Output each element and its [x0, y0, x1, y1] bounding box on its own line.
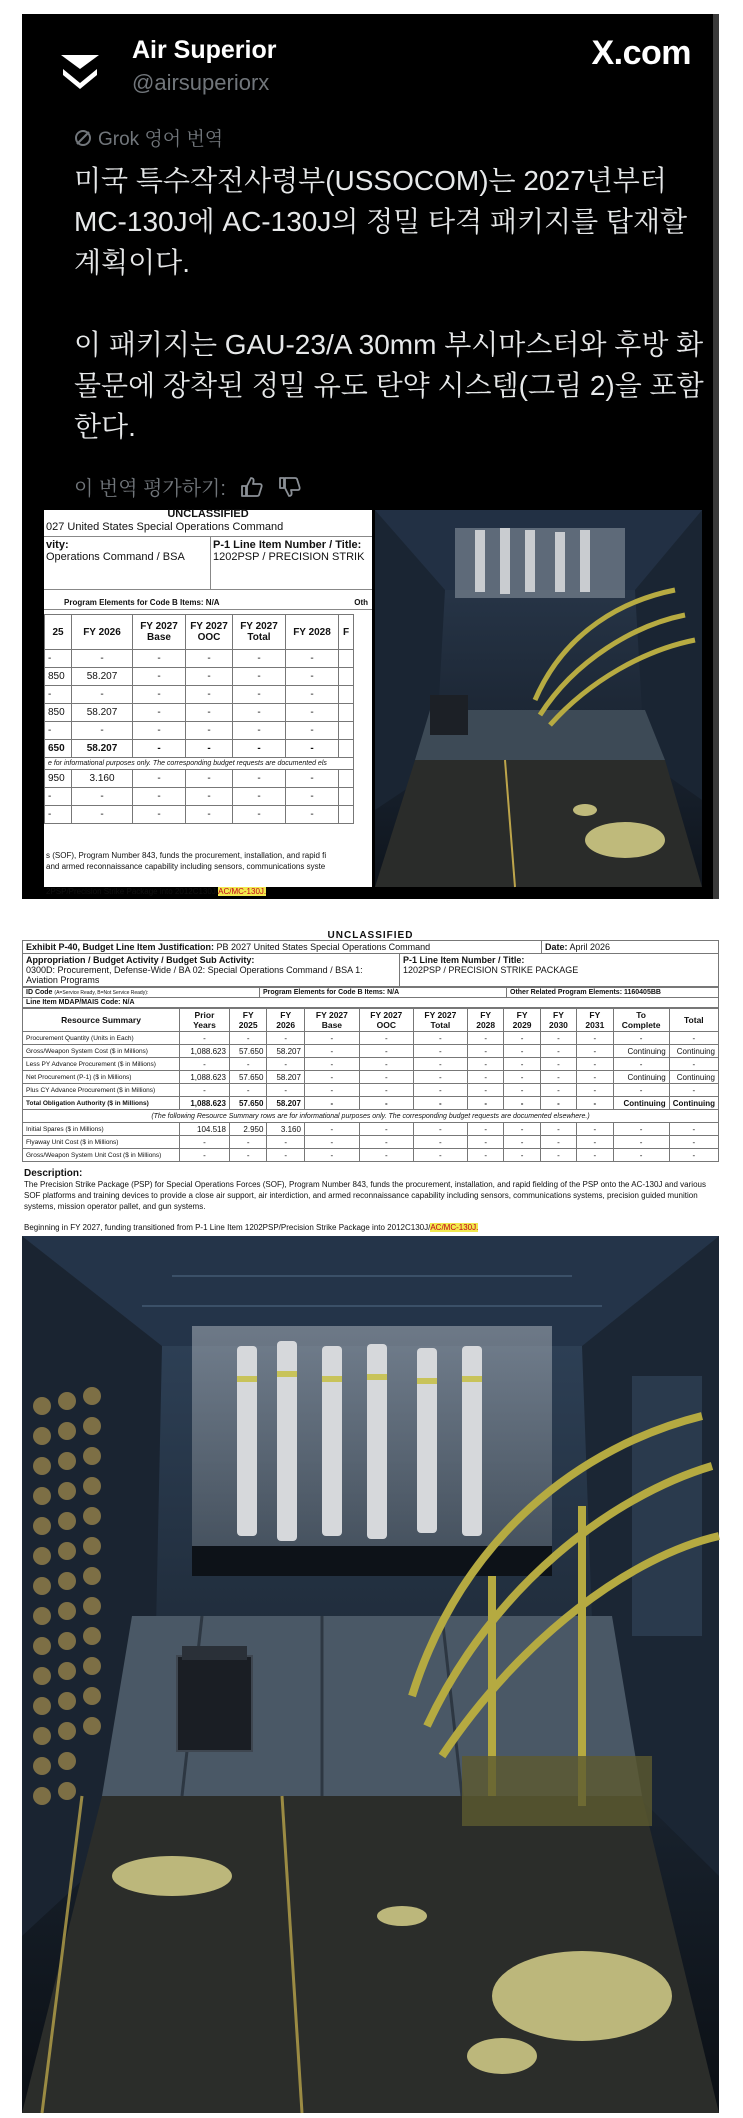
rs-cell: - [467, 1123, 503, 1136]
preview-cell [339, 806, 354, 824]
tweet-paragraph: 미국 특수작전사령부(USSOCOM)는 2027년부터 MC-130J에 AC-130J의 정밀 타격 패키지를 탑재할 계획이다. [74, 165, 688, 278]
preview-cell: - [233, 704, 286, 722]
preview-desc-line: s (SOF), Program Number 843, funds the procurement, installation, and rapid fi [46, 851, 327, 860]
rs-cell: - [304, 1149, 359, 1162]
preview-cell: - [45, 650, 72, 668]
exhibit-value: PB 2027 United States Special Operations Command [216, 942, 431, 952]
preview-org-line: 027 United States Special Operations Command [44, 518, 372, 537]
preview-cell: - [286, 722, 339, 740]
preview-cell [339, 788, 354, 806]
rs-cell: - [304, 1032, 359, 1045]
rs-cell: - [504, 1032, 540, 1045]
rs-cell: - [577, 1149, 613, 1162]
rs-cell: - [540, 1123, 576, 1136]
rs-cell: - [267, 1058, 305, 1071]
rs-cell: - [577, 1084, 613, 1097]
rs-cell: - [577, 1136, 613, 1149]
rs-cell: - [267, 1084, 305, 1097]
preview-col: FY 2027 OOC [186, 615, 233, 650]
media-document-preview[interactable] [44, 508, 372, 896]
media-cargo-photo-thumbnail[interactable] [375, 510, 702, 887]
rs-cell: - [359, 1058, 413, 1071]
preview-cell: - [233, 668, 286, 686]
preview-activity-value: Operations Command / BSA [46, 551, 185, 563]
preview-cell: - [133, 806, 186, 824]
cargo-bay-photo-image [22, 1236, 719, 2113]
rs-row-label: Less PY Advance Procurement ($ in Millions) [23, 1058, 180, 1071]
scroll-edge [713, 14, 719, 899]
rs-cell: - [359, 1149, 413, 1162]
rs-column-header: Prior Years [180, 1009, 230, 1032]
rs-column-header: FY 2031 [577, 1009, 613, 1032]
rs-row [23, 1071, 719, 1084]
preview-cell: - [286, 704, 339, 722]
rs-cell: - [504, 1136, 540, 1149]
rs-cell: - [577, 1032, 613, 1045]
rs-cell: - [359, 1071, 413, 1084]
rs-cell: - [467, 1071, 503, 1084]
doc-header-table [22, 940, 719, 987]
rate-label: 이 번역 평가하기: [74, 478, 226, 500]
exhibit-label: Exhibit P-40, Budget Line Item Justification: [26, 942, 215, 952]
rs-cell: - [229, 1149, 267, 1162]
rs-cell: Continuing [613, 1045, 669, 1058]
rs-cell: - [467, 1136, 503, 1149]
rs-cell: - [613, 1032, 669, 1045]
rs-cell: - [577, 1097, 613, 1110]
preview-cell: - [186, 686, 233, 704]
rs-cell: - [540, 1136, 576, 1149]
rs-cell: - [229, 1084, 267, 1097]
rs-column-header: Total [669, 1009, 718, 1032]
rs-cell: - [304, 1045, 359, 1058]
rs-cell: - [540, 1045, 576, 1058]
rs-note: (The following Resource Summary rows are for informational purposes only. The corresponding budget requests are documented elsewhere.) [23, 1110, 719, 1123]
rs-cell: - [359, 1136, 413, 1149]
rs-column-header: Resource Summary [23, 1009, 180, 1032]
cargo-bay-photo-small [375, 510, 702, 887]
preview-cell: - [233, 770, 286, 788]
rs-cell: - [267, 1032, 305, 1045]
rs-cell: - [540, 1071, 576, 1084]
rs-cell: - [304, 1123, 359, 1136]
preview-cell: - [45, 722, 72, 740]
rs-cell: 58.207 [267, 1071, 305, 1084]
preview-cell: - [233, 740, 286, 758]
rs-cell: - [540, 1058, 576, 1071]
rs-cell: - [304, 1071, 359, 1084]
rs-cell: - [413, 1123, 467, 1136]
preview-cell: - [45, 806, 72, 824]
preview-row [45, 770, 354, 788]
appropriation-label: Appropriation / Budget Activity / Budget Sub Activity: [26, 955, 255, 965]
grok-icon [74, 129, 92, 147]
rs-cell: 58.207 [267, 1097, 305, 1110]
rs-cell: - [229, 1032, 267, 1045]
preview-cell: - [133, 788, 186, 806]
rs-cell: - [413, 1084, 467, 1097]
rs-cell: Continuing [669, 1045, 718, 1058]
rs-row [23, 1032, 719, 1045]
preview-desc-line: 2PSP/Precision Strike Package into 2012C130J/AC/MC-130J. [46, 887, 267, 896]
preview-col: FY 2026 [72, 615, 133, 650]
preview-cell: - [233, 650, 286, 668]
rs-cell: - [540, 1032, 576, 1045]
rs-row-label: Procurement Quantity (Units in Each) [23, 1032, 180, 1045]
preview-row [45, 704, 354, 722]
rs-row-label: Total Obligation Authority ($ in Millions) [23, 1097, 180, 1110]
rs-cell: - [504, 1045, 540, 1058]
rs-cell: Continuing [669, 1071, 718, 1084]
rs-cell: 1,088.623 [180, 1071, 230, 1084]
preview-cell [339, 668, 354, 686]
grok-label-text: Grok 영어 번역 [98, 129, 224, 150]
rs-cell: - [180, 1058, 230, 1071]
media-preview[interactable] [44, 508, 702, 896]
rs-cell: - [669, 1032, 718, 1045]
rs-row [23, 1123, 719, 1136]
logo-icon [57, 47, 103, 93]
rs-cell: - [180, 1136, 230, 1149]
preview-col: FY 2028 [286, 615, 339, 650]
preview-cell [339, 686, 354, 704]
preview-cell: - [286, 788, 339, 806]
rs-cell: - [504, 1084, 540, 1097]
preview-cell: - [186, 770, 233, 788]
rs-column-header: FY 2027 OOC [359, 1009, 413, 1032]
rs-column-header: FY 2027 Total [413, 1009, 467, 1032]
rs-cell: - [359, 1032, 413, 1045]
preview-other: Oth [354, 597, 368, 607]
cargo-bay-photo[interactable] [22, 1236, 719, 2113]
rs-cell: 3.160 [267, 1123, 305, 1136]
rs-cell: - [359, 1084, 413, 1097]
rs-cell: - [669, 1149, 718, 1162]
rs-cell: - [577, 1123, 613, 1136]
rs-cell: - [504, 1123, 540, 1136]
preview-description [44, 850, 372, 897]
account-handle[interactable]: @airsuperiorx [132, 70, 270, 95]
preview-cell: 950 [45, 770, 72, 788]
preview-cell: - [186, 650, 233, 668]
preview-cell: - [233, 686, 286, 704]
rs-cell: - [304, 1136, 359, 1149]
rs-cell: Continuing [669, 1097, 718, 1110]
rs-cell: - [467, 1097, 503, 1110]
rs-row-label: Flyaway Unit Cost ($ in Millions) [23, 1136, 180, 1149]
rs-cell: - [304, 1084, 359, 1097]
rs-row [23, 1084, 719, 1097]
rs-cell: - [613, 1149, 669, 1162]
rs-cell: - [304, 1058, 359, 1071]
preview-cell [339, 722, 354, 740]
rs-cell: - [359, 1045, 413, 1058]
preview-cell: - [133, 686, 186, 704]
preview-table [44, 614, 372, 824]
description-paragraph: Beginning in FY 2027, funding transitioned from P-1 Line Item 1202PSP/Precision Strike Package into 2012C130J/AC/MC-130J. [24, 1223, 479, 1232]
program-elements: Program Elements for Code B Items: N/A [263, 989, 400, 996]
preview-row [45, 740, 354, 758]
rs-row-label: Initial Spares ($ in Millions) [23, 1123, 180, 1136]
rs-row [23, 1058, 719, 1071]
rs-cell: - [229, 1136, 267, 1149]
preview-cell: - [133, 740, 186, 758]
rs-cell: - [267, 1136, 305, 1149]
rs-row-label: Net Procurement (P-1) ($ in Millions) [23, 1071, 180, 1084]
preview-cell: - [186, 722, 233, 740]
id-code: ID Code [26, 989, 53, 996]
rs-column-header: FY 2030 [540, 1009, 576, 1032]
rs-cell: - [669, 1058, 718, 1071]
rs-cell: - [613, 1136, 669, 1149]
rs-cell: - [577, 1058, 613, 1071]
site-wordmark: X.com [591, 34, 691, 72]
description-paragraph: The Precision Strike Package (PSP) for Special Operations Forces (SOF), Program Number 843, funds the procurement, installation, and rapid fielding of the PSP onto the AC-130J and various SOF platforms and training devices to provide a close air support, air interdiction, and armed reconnaissance capability including sensors, communications systems, precision guided munition systems, mission operator pallet, and gun systems. [24, 1180, 706, 1211]
preview-cell [339, 770, 354, 788]
other-program-elements: Other Related Program Elements: 1160405BB [510, 989, 661, 996]
preview-cell: - [72, 806, 133, 824]
rs-cell: - [540, 1084, 576, 1097]
appropriation-value: 0300D: Procurement, Defense-Wide / BA 02: Special Operations Command / BSA 1: Aviation Programs [26, 965, 363, 985]
preview-col: FY 2027 Base [133, 615, 186, 650]
rs-row-label: Gross/Weapon System Unit Cost ($ in Millions) [23, 1149, 180, 1162]
preview-cell: - [72, 722, 133, 740]
preview-cell: - [286, 668, 339, 686]
rs-row [23, 1097, 719, 1110]
preview-col: 25 [45, 615, 72, 650]
rs-cell: 57.650 [229, 1071, 267, 1084]
preview-col: F [339, 615, 354, 650]
rs-cell: - [267, 1149, 305, 1162]
preview-cell: - [133, 704, 186, 722]
doc-unclassified: UNCLASSIFIED [327, 930, 414, 941]
preview-cell: - [186, 788, 233, 806]
rs-row [23, 1045, 719, 1058]
preview-row [45, 686, 354, 704]
preview-cell: 650 [45, 740, 72, 758]
rs-cell: - [577, 1071, 613, 1084]
preview-cell: - [72, 650, 133, 668]
rs-cell: - [613, 1123, 669, 1136]
rs-cell: - [359, 1123, 413, 1136]
tweet-paragraph: 이 패키지는 GAU-23/A 30mm 부시마스터와 후방 화물문에 장착된 정밀 유도 탄약 시스템(그림 2)을 포함한다. [74, 329, 704, 442]
rs-column-header: FY 2029 [504, 1009, 540, 1032]
preview-cell [339, 704, 354, 722]
rs-row [23, 1136, 719, 1149]
preview-activity-label: vity: [46, 539, 69, 551]
rs-cell: - [304, 1097, 359, 1110]
rs-cell: 104.518 [180, 1123, 230, 1136]
tweet-card [22, 14, 719, 899]
rs-cell: - [504, 1097, 540, 1110]
preview-cell: - [286, 686, 339, 704]
grok-translation-label [74, 124, 223, 151]
preview-cell: - [233, 806, 286, 824]
preview-cell: - [133, 650, 186, 668]
rs-column-header: FY 2025 [229, 1009, 267, 1032]
rs-cell: - [669, 1123, 718, 1136]
resource-summary-table [22, 1008, 719, 1162]
preview-unclassified: UNCLASSIFIED [167, 508, 249, 520]
rs-cell: 1,088.623 [180, 1097, 230, 1110]
preview-p1-value: 1202PSP / PRECISION STRIK [213, 551, 365, 563]
doc-description [22, 1162, 719, 1239]
rs-cell: 58.207 [267, 1045, 305, 1058]
rs-column-header: To Complete [613, 1009, 669, 1032]
rs-cell: 2.950 [229, 1123, 267, 1136]
rs-cell: - [229, 1058, 267, 1071]
preview-cell: - [45, 686, 72, 704]
rs-cell: - [504, 1058, 540, 1071]
preview-cell: - [233, 722, 286, 740]
preview-cell: 58.207 [72, 740, 133, 758]
preview-row [45, 788, 354, 806]
preview-cell: - [186, 704, 233, 722]
rs-cell: - [467, 1084, 503, 1097]
preview-cell: - [133, 770, 186, 788]
rs-cell: - [180, 1149, 230, 1162]
preview-cell: - [286, 806, 339, 824]
rs-cell: - [540, 1149, 576, 1162]
doc-id-row: ID Code (A=Service Ready, B=Not Service Ready): Program Elements for Code B Items: N/A Other Related Program Elements: 1160405BB Line Item MDAP/MAIS Code: N/A [22, 987, 719, 1008]
preview-cell: 850 [45, 668, 72, 686]
rs-cell: - [180, 1084, 230, 1097]
preview-cell: - [233, 788, 286, 806]
preview-cell: - [133, 722, 186, 740]
description-title: Description: [24, 1168, 83, 1179]
mdap-code: Line Item MDAP/MAIS Code: N/A [26, 999, 135, 1006]
date-value: April 2026 [569, 942, 611, 952]
preview-cell: 850 [45, 704, 72, 722]
rs-cell: Continuing [613, 1071, 669, 1084]
rs-cell: - [467, 1045, 503, 1058]
preview-cell: - [133, 668, 186, 686]
rs-cell: - [467, 1058, 503, 1071]
rs-cell: 57.650 [229, 1097, 267, 1110]
p1-label: P-1 Line Item Number / Title: [403, 955, 525, 965]
rs-cell: - [413, 1045, 467, 1058]
rs-cell: - [613, 1058, 669, 1071]
preview-cell [339, 650, 354, 668]
budget-exhibit [22, 930, 719, 1230]
preview-cell: - [286, 650, 339, 668]
preview-cell: 58.207 [72, 668, 133, 686]
rs-cell: - [413, 1071, 467, 1084]
preview-row [45, 650, 354, 668]
rs-cell: - [359, 1097, 413, 1110]
rs-cell: - [413, 1032, 467, 1045]
tweet-body [74, 160, 704, 488]
preview-cell: - [72, 686, 133, 704]
rs-cell: - [180, 1032, 230, 1045]
rs-cell: - [413, 1097, 467, 1110]
preview-cell [339, 740, 354, 758]
rs-cell: 1,088.623 [180, 1045, 230, 1058]
thumbs-down-icon[interactable] [278, 476, 302, 498]
preview-cell: - [286, 770, 339, 788]
rs-column-header: FY 2028 [467, 1009, 503, 1032]
preview-cell: - [72, 788, 133, 806]
rs-cell: - [669, 1084, 718, 1097]
preview-note: e for informational purposes only. The corresponding budget requests are documented els [45, 758, 354, 770]
preview-col: FY 2027 Total [233, 615, 286, 650]
rate-translation [74, 472, 302, 501]
preview-row [45, 722, 354, 740]
rs-cell: - [413, 1058, 467, 1071]
rs-cell: - [540, 1097, 576, 1110]
rs-cell: - [504, 1071, 540, 1084]
preview-cell: 58.207 [72, 704, 133, 722]
rs-row-label: Plus CY Advance Procurement ($ in Millions) [23, 1084, 180, 1097]
rs-row [23, 1149, 719, 1162]
rs-cell: - [577, 1045, 613, 1058]
rs-column-header: FY 2026 [267, 1009, 305, 1032]
p1-value: 1202PSP / PRECISION STRIKE PACKAGE [403, 965, 579, 975]
rs-cell: Continuing [613, 1097, 669, 1110]
date-label: Date: [545, 942, 568, 952]
preview-cell: - [186, 668, 233, 686]
rs-cell: - [467, 1032, 503, 1045]
rs-cell: - [613, 1084, 669, 1097]
rs-row-label: Gross/Weapon System Cost ($ in Millions) [23, 1045, 180, 1058]
preview-cell: - [45, 788, 72, 806]
preview-p1-label: P-1 Line Item Number / Title: [213, 539, 362, 551]
preview-desc-line: and armed reconnaissance capability including sensors, communications syste [46, 862, 326, 871]
rs-cell: 57.650 [229, 1045, 267, 1058]
rs-cell: - [413, 1136, 467, 1149]
preview-row [45, 806, 354, 824]
preview-cell: - [186, 806, 233, 824]
preview-cell: - [286, 740, 339, 758]
preview-cell: - [186, 740, 233, 758]
preview-program-elements: Program Elements for Code B Items: N/A [64, 597, 220, 607]
rs-column-header: FY 2027 Base [304, 1009, 359, 1032]
rs-cell: - [669, 1136, 718, 1149]
rs-cell: - [467, 1149, 503, 1162]
account-name[interactable]: Air Superior [132, 36, 277, 64]
preview-cell: 3.160 [72, 770, 133, 788]
preview-row [45, 668, 354, 686]
rs-cell: - [413, 1149, 467, 1162]
rs-cell: - [504, 1149, 540, 1162]
thumbs-up-icon[interactable] [240, 476, 264, 498]
